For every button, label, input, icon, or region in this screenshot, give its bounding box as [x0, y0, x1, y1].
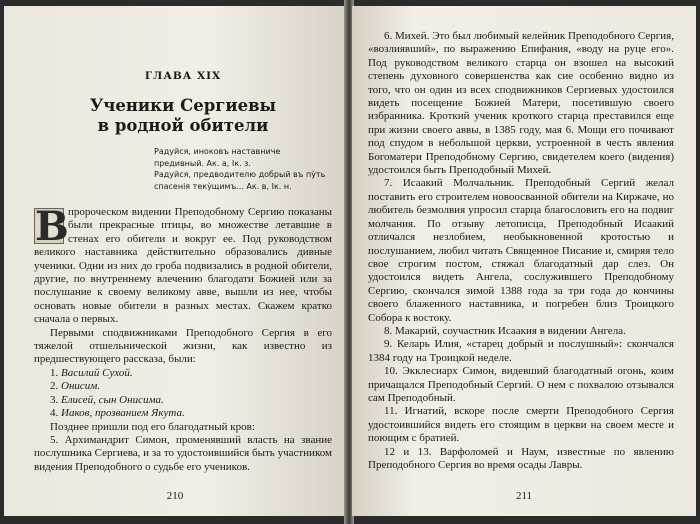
chapter-title-line2: в родной обители	[97, 116, 269, 135]
page-number-right: 211	[515, 490, 533, 502]
list-item-name: Иаков, прозванием Якута.	[61, 407, 185, 420]
paragraph: 8. Макарий, соучастник Исаакия в видении Ангела.	[384, 324, 626, 337]
list-item-name: Василий Сухой.	[61, 366, 133, 379]
chapter-title	[34, 96, 332, 136]
list-item	[34, 367, 332, 380]
paragraph: 5. Архимандрит Симон, променявший власть на звание послушника Сергиева, и за то удостоившийся быть участником видения Преподобного о судьбе его учеников.	[34, 433, 332, 473]
paragraph: 12 и 13. Варфоломей и Наум, известные по явлению Преподобного Сергия во время осады Лавры.	[368, 445, 674, 471]
paragraph: 7. Исаакий Молчальник. Преподобный Сергий желал поставить его строителем новоосванной обители на Киржаче, но любитель безмолвия упросил старца благословить его на подвиг молчания. По отзыву летописца, Преподобный Исаакий отличался незлобием, необыкновенной кротостью и послушанием, любил читать Священное Писание и, смиряя тело свое строгим постом, стяжал благодатный дар слез. Он удостоился видеть Ангела, сослужившего Преподобному Сергию, скончался зимой 1388 года за три года до кончины своего блаженного наставника, и погребен близ Троицкого Собора к востоку.	[368, 177, 674, 324]
paragraph: 11. Игнатий, вскоре после смерти Преподобного Сергия удостоившийся видеть его стоящим в церкви на своем месте и поющим с братией.	[368, 405, 674, 445]
paragraph: Позднее пришли под его благодатный кров:	[50, 420, 255, 433]
intro-paragraph-text: пророческом видении Преподобному Сергию показаны были прекрасные птицы, во множестве летавшие в стенах его обители и вокруг ее. Под руководством великого наставника действительно образовались дивные ученики. Одни из них до гроба подвизались в родной обители, другие, по внутреннему влечению благодати Божией или за послушание к своему великому авве, вышли из нее, чтобы основать новые обители в разных местах. Скажем кратко сначала о первых.	[34, 206, 332, 326]
epigraph-line: Радуйся, предводителю добрый въ пу̀ть	[154, 170, 326, 179]
drop-cap: В	[35, 203, 69, 250]
list-item-name: Онисим.	[61, 380, 101, 393]
left-page	[4, 6, 346, 516]
list-item-number: 3.	[50, 393, 59, 406]
list-item-number: 2.	[50, 380, 59, 393]
epigraph	[154, 146, 332, 192]
epigraph-line: предивный. Ак. а, Iк. з.	[154, 158, 251, 168]
intro-paragraph	[34, 203, 332, 327]
list-item-number: 1.	[50, 366, 59, 379]
chapter-title-line1: Ученики Сергиевы	[89, 96, 277, 115]
list-item-number: 4.	[50, 407, 59, 420]
right-page	[352, 6, 696, 516]
paragraph: 10. Экклесиарх Симон, видевший благодатный огонь, коим причащался Преподобный Сергий. О нем с похвалою отзывался сам Преподобный.	[368, 365, 674, 404]
paragraph: 9. Келарь Илия, «старец добрый и послушный»: скончался 1384 году на Троицкой неделе.	[368, 338, 674, 364]
list-item-name: Елисей, сын Онисима.	[61, 393, 164, 406]
chapter-label: ГЛАВА XIX	[144, 70, 222, 82]
page-number-left: 210	[166, 490, 184, 502]
list-item	[34, 394, 332, 407]
list-item	[34, 380, 332, 393]
paragraph: Первыми сподвижниками Преподобного Сергия в его тяжелой отшельнической жизни, как известно из предшествующего рассказа, были:	[34, 326, 332, 366]
epigraph-line: Радуйся, иноковъ наставниче	[154, 147, 281, 156]
disciples-list	[34, 367, 332, 421]
paragraph: 6. Михей. Это был любимый келейник Преподобного Сергия, «возлиявший», по выражению Епифания, «воду на руце его». Под руководством великого старца он взошел на высокий степень духовного совершенства как сие особенно видно из того, что он один из всех сподвижников Сергиевых удостоился видеть посещение Божией Матери, посетившую своего избранника. Кроткий ученик кроткого старца преставился еще при жизни своего аввы, в 1385 году, мая 6. Мощи его почивают под спудом в небольшой церкви, устроенной в честь явления Богоматери Преподобному Сергию, свидетелем коего (видения) удостоился быть Преподобный Михей.	[368, 30, 674, 177]
list-item	[34, 407, 332, 420]
epigraph-line: спасенiя теку̀щимъ... Ак. в, Iк. н.	[154, 181, 292, 191]
